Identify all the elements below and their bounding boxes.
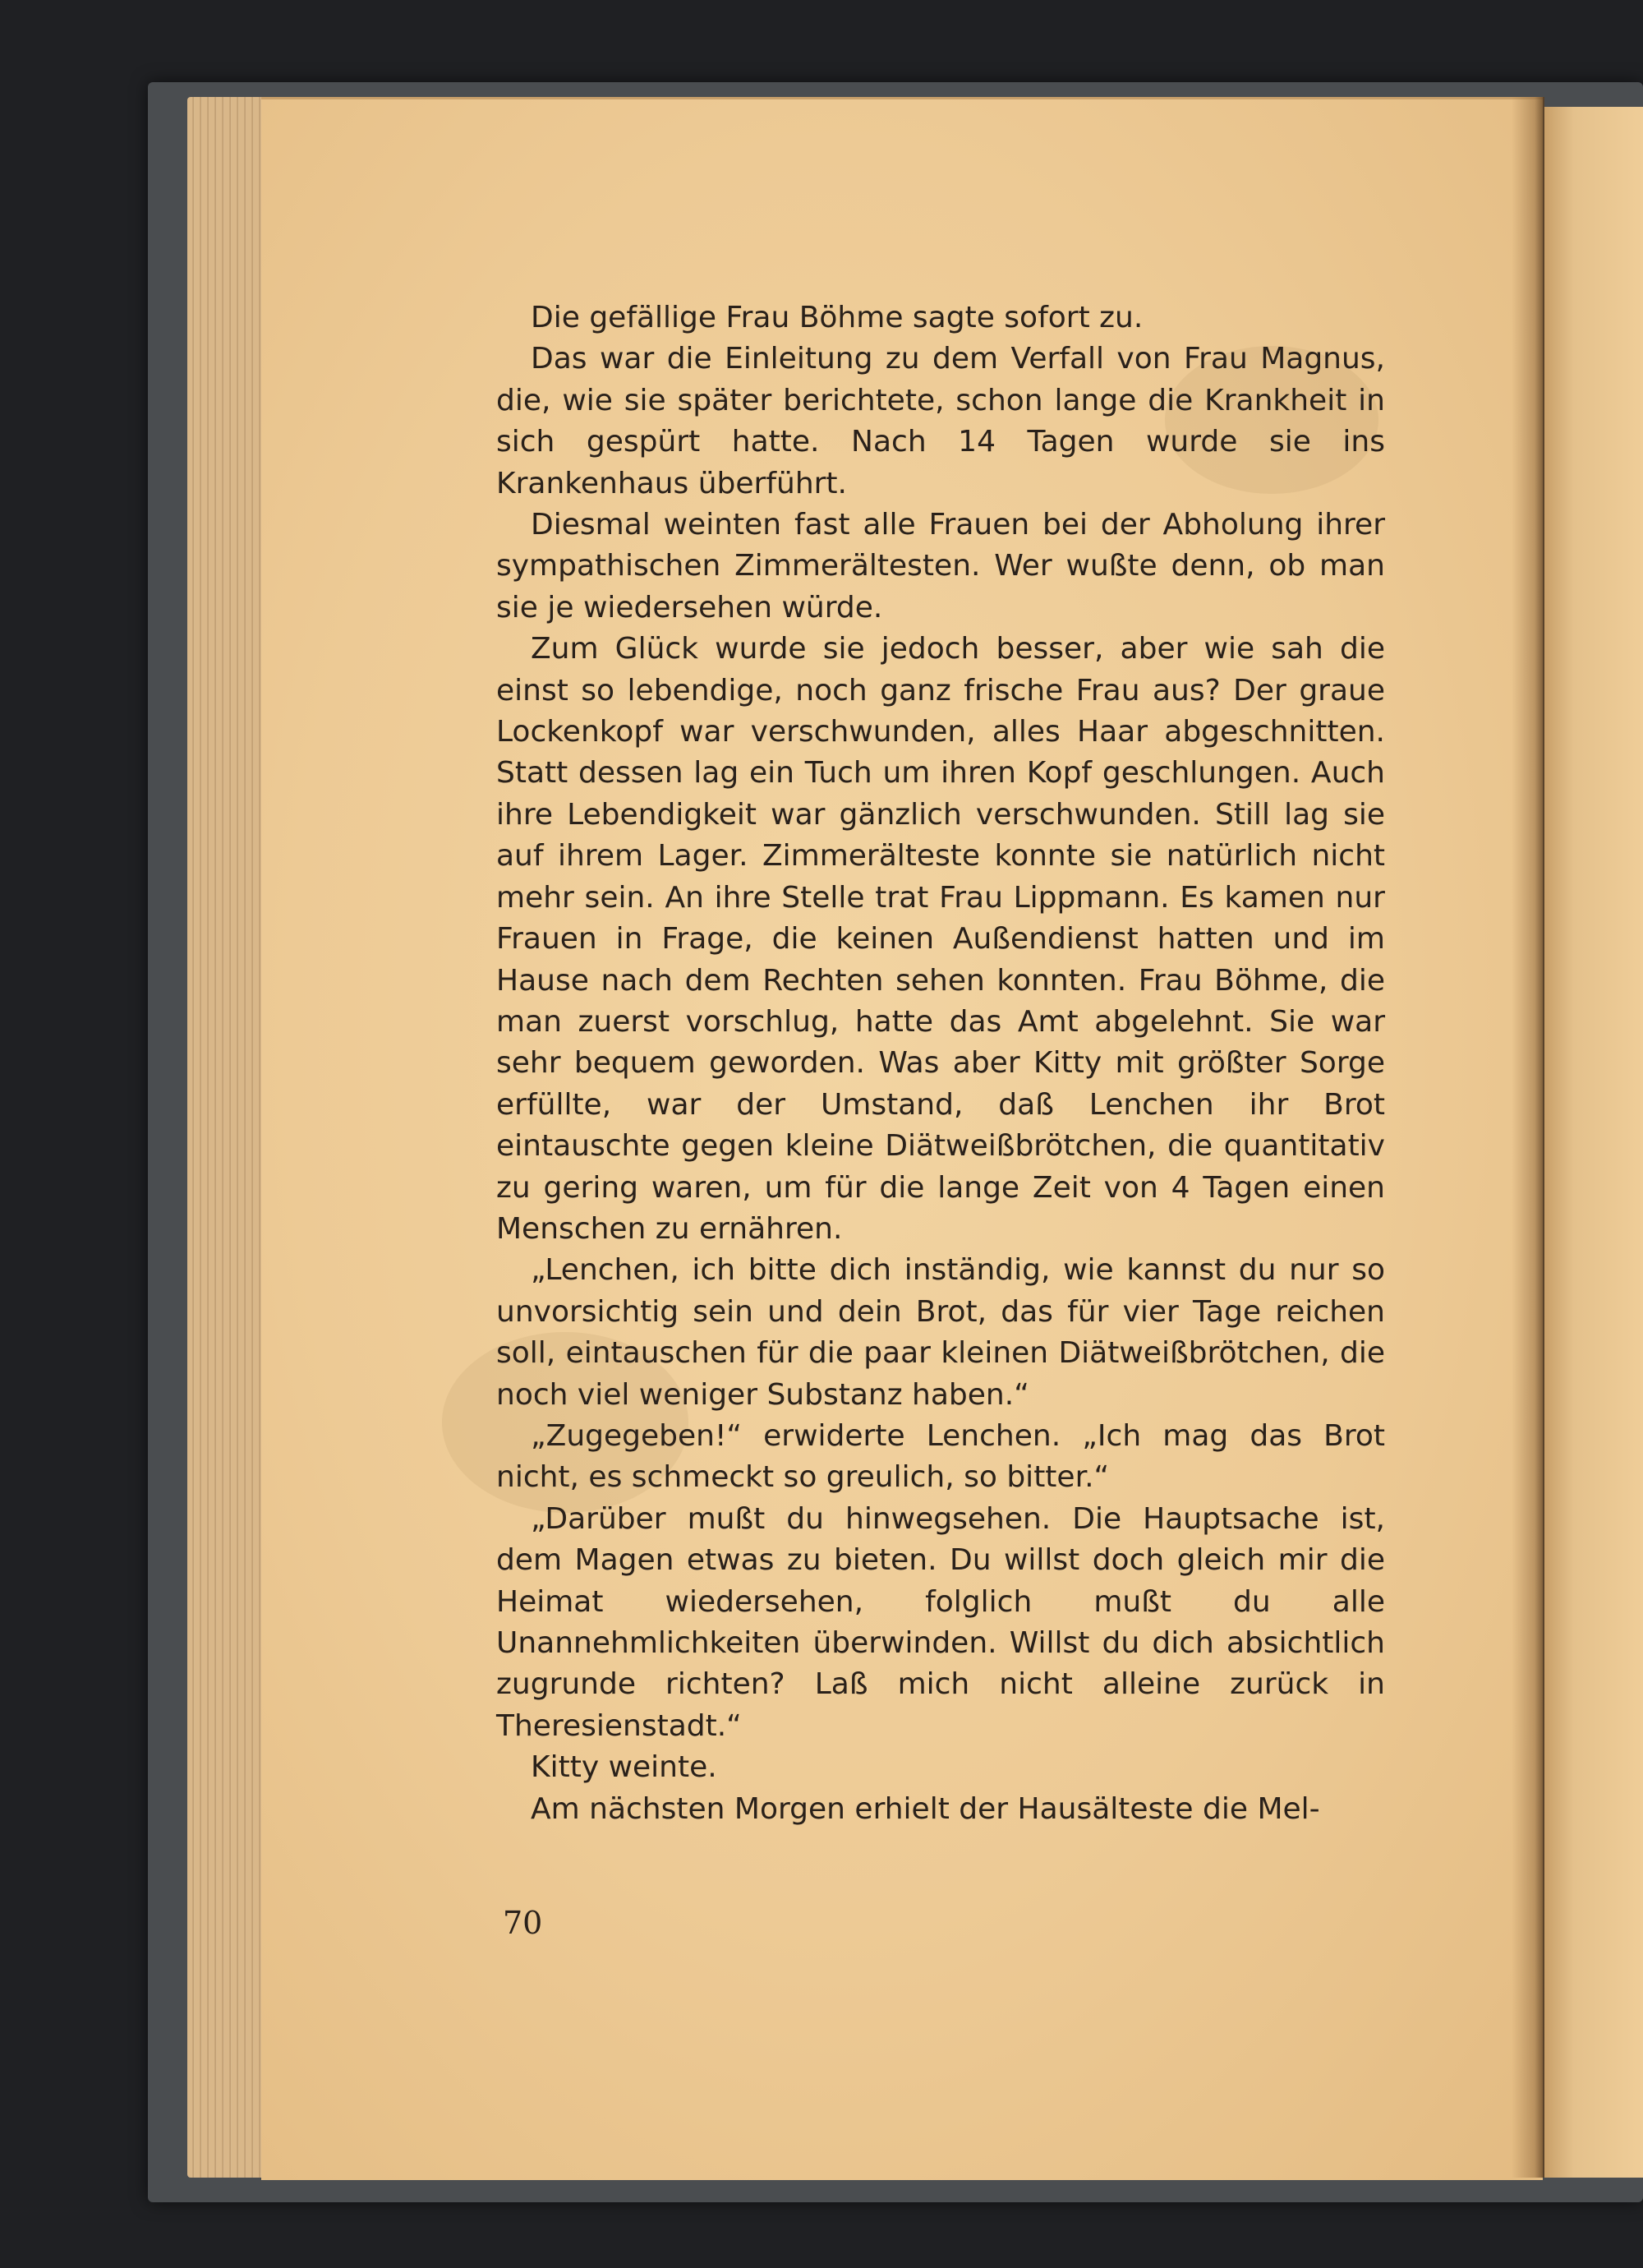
paragraph: Diesmal weinten fast alle Frauen bei der Abholung ihrer sympathischen Zimmerältesten. Wer wußte denn, ob man sie je wiedersehen würde. xyxy=(496,508,1385,625)
paragraph: „Lenchen, ich bitte dich inständig, wie kannst du nur so unvorsichtig sein und dein Brot, das für vier Tage reichen soll, eintauschen für die paar kleinen Diätweißbrötchen, die noch viel weniger Substanz haben.“ xyxy=(496,1253,1385,1412)
paragraph: Die gefällige Frau Böhme sagte sofort zu. xyxy=(531,301,1144,334)
paragraph: Zum Glück wurde sie jedoch besser, aber wie sah die einst so lebendige, noch ganz frische Frau aus? Der graue Lockenkopf war verschwunden, alles Haar abgeschnitten. Statt dessen lag ein Tuch um ihren Kopf geschlungen. Auch ihre Lebendigkeit war gänzlich verschwunden. Still lag sie auf ihrem Lager. Zimmerälteste konnte sie natürlich nicht mehr sein. An ihre Stelle trat Frau Lippmann. Es kamen nur Frauen in Frage, die keinen Außendienst hatten und im Hause nach dem Rechten sehen konnten. Frau Böhme, die man zuerst vorschlug, hatte das Amt abgelehnt. Sie war sehr bequem geworden. Was aber Kitty mit größter Sorge erfüllte, war der Umstand, daß Lenchen ihr Brot eintauschte gegen kleine Diätweißbrötchen, die quantitativ zu gering waren, um für die lange Zeit von 4 Tagen einen Menschen zu ernähren. xyxy=(496,632,1385,1246)
facing-page-edge xyxy=(1544,107,1643,2178)
body-text xyxy=(496,297,1385,1830)
page-number: 70 xyxy=(503,1905,543,1941)
paragraph: „Zugegeben!“ erwiderte Lenchen. „Ich mag das Brot nicht, es schmeckt so greulich, so bitter.“ xyxy=(496,1418,1385,1495)
page-gutter xyxy=(1512,97,1544,2178)
paragraph: Kitty weinte. xyxy=(531,1750,717,1785)
paragraph: „Darüber mußt du hinwegsehen. Die Hauptsache ist, dem Magen etwas zu bieten. Du willst doch gleich mir die Heimat wiedersehen, folglich mußt du alle Unannehmlichkeiten überwinden. Willst du dich absichtlich zugrunde richten? Laß mich nicht alleine zurück in Theresienstadt.“ xyxy=(496,1501,1385,1743)
paragraph: Das war die Einleitung zu dem Verfall von Frau Magnus, die, wie sie später berichtete, schon lange die Krankheit in sich gespürt hatte. Nach 14 Tagen wurde sie ins Krankenhaus überführt. xyxy=(496,342,1385,500)
page-stack-edge xyxy=(187,97,266,2178)
paragraph: Am nächsten Morgen erhielt der Hausälteste die Mel- xyxy=(531,1791,1320,1826)
